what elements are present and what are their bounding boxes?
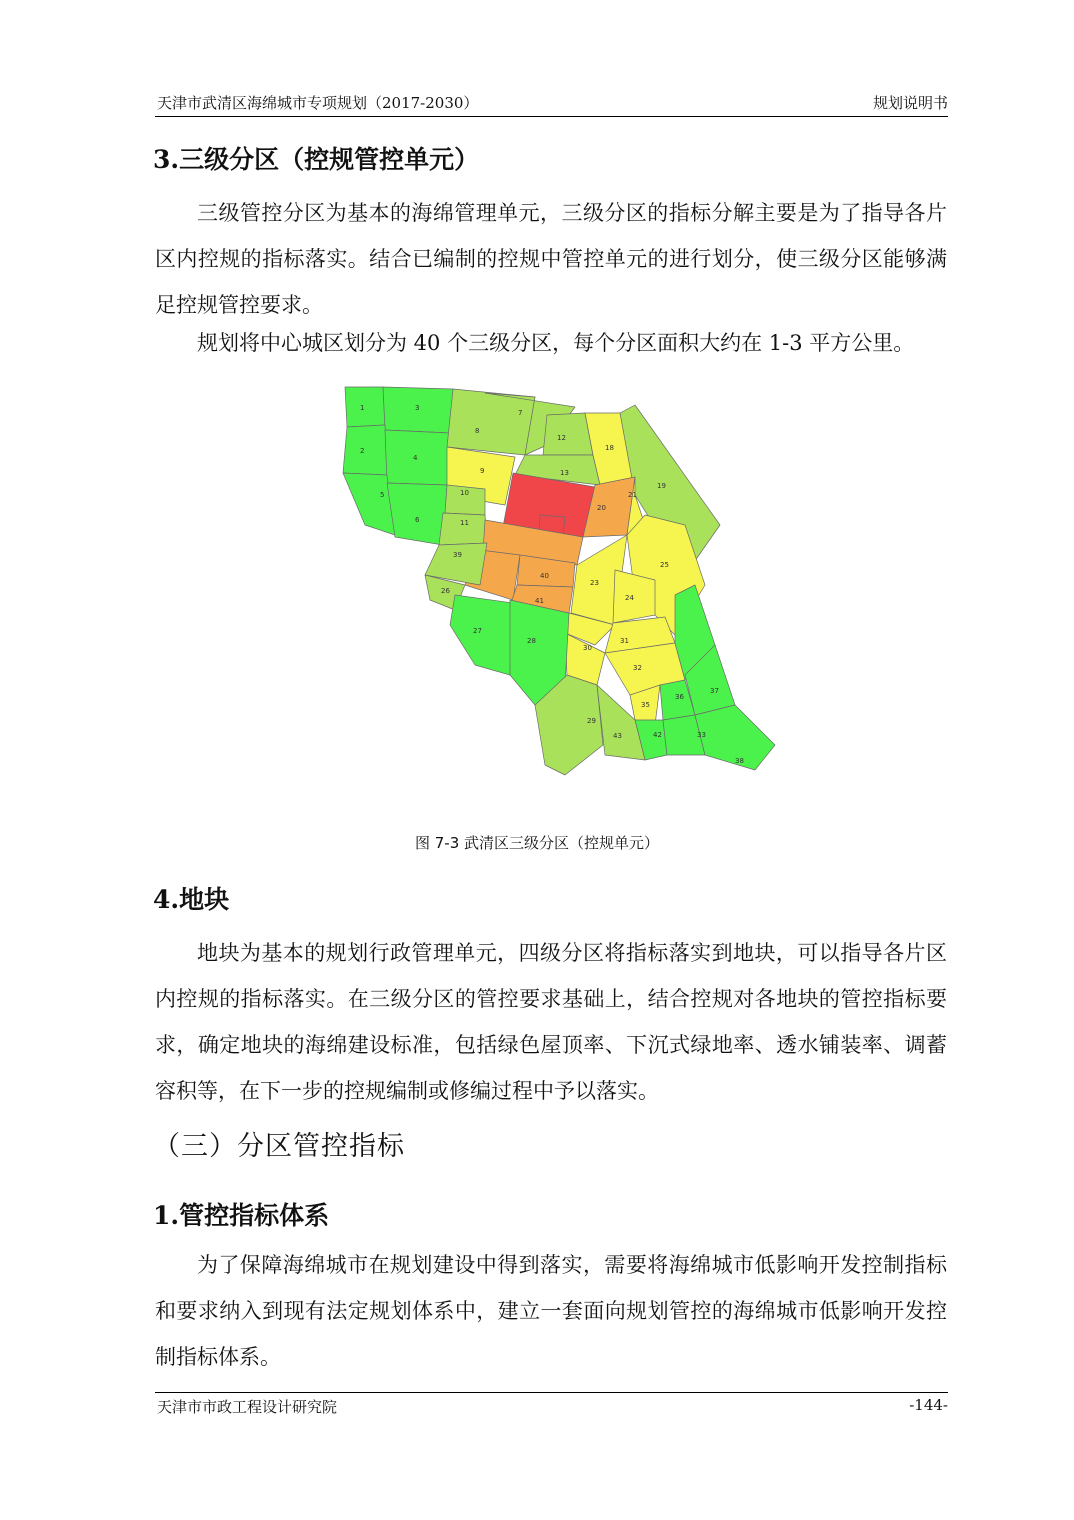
zone-11 bbox=[439, 513, 487, 545]
zone-number: 28 bbox=[527, 637, 536, 645]
section-3-paragraph-2: 规划将中心城区划分为 40 个三级分区，每个分区面积大约在 1-3 平方公里。 bbox=[197, 331, 915, 355]
zone-2 bbox=[343, 425, 387, 475]
zone-number: 39 bbox=[453, 551, 462, 559]
zone-number: 27 bbox=[473, 627, 482, 635]
zone-number: 24 bbox=[625, 594, 634, 602]
section-1-title: 1.管控指标体系 bbox=[153, 1201, 330, 1230]
zone-number: 37 bbox=[710, 687, 719, 695]
zone-number: 13 bbox=[560, 469, 569, 477]
zone-12 bbox=[543, 413, 593, 455]
page-number: -144- bbox=[909, 1396, 948, 1414]
zone-number: 41 bbox=[535, 597, 544, 605]
zone-27 bbox=[450, 595, 513, 675]
zone-4 bbox=[385, 430, 450, 485]
zone-number: 31 bbox=[620, 637, 629, 645]
zone-number: 9 bbox=[480, 467, 485, 475]
zone-number: 25 bbox=[660, 561, 669, 569]
zone-number: 6 bbox=[415, 516, 420, 524]
header-document-type: 规划说明书 bbox=[872, 94, 948, 112]
zone-number: 7 bbox=[518, 409, 523, 417]
zone-6 bbox=[387, 483, 447, 545]
zone-1 bbox=[345, 387, 385, 427]
zone-number: 32 bbox=[633, 664, 642, 672]
zone-number: 20 bbox=[597, 504, 606, 512]
zone-number: 12 bbox=[557, 434, 566, 442]
zone-number: 21 bbox=[628, 491, 637, 499]
zone-number: 10 bbox=[460, 489, 469, 497]
part-3-title: （三）分区管控指标 bbox=[153, 1131, 405, 1162]
section-4-title: 4.地块 bbox=[153, 885, 230, 914]
zone-number: 23 bbox=[590, 579, 599, 587]
zoning-map bbox=[335, 385, 780, 785]
zone-number: 3 bbox=[415, 404, 420, 412]
header-document-title: 天津市武清区海绵城市专项规划（2017-2030） bbox=[157, 94, 479, 112]
section-3-paragraph-1: 三级管控分区为基本的海绵管理单元，三级分区的指标分解主要是为了指导各片区内控规的指标落实。结合已编制的控规中管控单元的进行划分，使三级分区能够满足控规管控要求。 bbox=[155, 201, 947, 317]
zone-number: 38 bbox=[735, 757, 744, 765]
page-footer bbox=[155, 1392, 948, 1416]
zone-number: 2 bbox=[360, 447, 365, 455]
zone-number: 18 bbox=[605, 444, 614, 452]
section-4-paragraph-1: 地块为基本的规划行政管理单元，四级分区将指标落实到地块，可以指导各片区内控规的指标落实。在三级分区的管控要求基础上，结合控规对各地块的管控指标要求，确定地块的海绵建设标准，包括绿色屋顶率、下沉式绿地率、透水铺装率、调蓄容积等，在下一步的控规编制或修编过程中予以落实。 bbox=[155, 941, 947, 1103]
zone-number: 33 bbox=[697, 731, 706, 739]
zone-number: 5 bbox=[380, 491, 385, 499]
zone-number: 26 bbox=[441, 587, 450, 595]
zone-number: 29 bbox=[587, 717, 596, 725]
zone-number: 19 bbox=[657, 482, 666, 490]
zone-number: 11 bbox=[460, 519, 469, 527]
zone-number: 1 bbox=[360, 404, 365, 412]
zoning-map-figure bbox=[335, 385, 780, 785]
figure-caption: 图 7-3 武清区三级分区（控规单元） bbox=[414, 834, 660, 852]
zone-number: 36 bbox=[675, 693, 684, 701]
section-1-paragraph-1: 为了保障海绵城市在规划建设中得到落实，需要将海绵城市低影响开发控制指标和要求纳入到现有法定规划体系中，建立一套面向规划管控的海绵城市低影响开发控制指标体系。 bbox=[155, 1253, 947, 1369]
footer-organization: 天津市市政工程设计研究院 bbox=[157, 1398, 338, 1416]
section-3-title: 3.三级分区（控规管控单元） bbox=[153, 145, 480, 174]
zone-number: 35 bbox=[641, 701, 650, 709]
zone-number: 8 bbox=[475, 427, 480, 435]
page-header bbox=[155, 92, 948, 117]
zone-number: 40 bbox=[540, 572, 549, 580]
zone-number: 42 bbox=[653, 731, 662, 739]
zone-number: 30 bbox=[583, 644, 592, 652]
zone-number: 43 bbox=[613, 732, 622, 740]
zone-5 bbox=[343, 473, 395, 535]
zone-number: 4 bbox=[413, 454, 418, 462]
